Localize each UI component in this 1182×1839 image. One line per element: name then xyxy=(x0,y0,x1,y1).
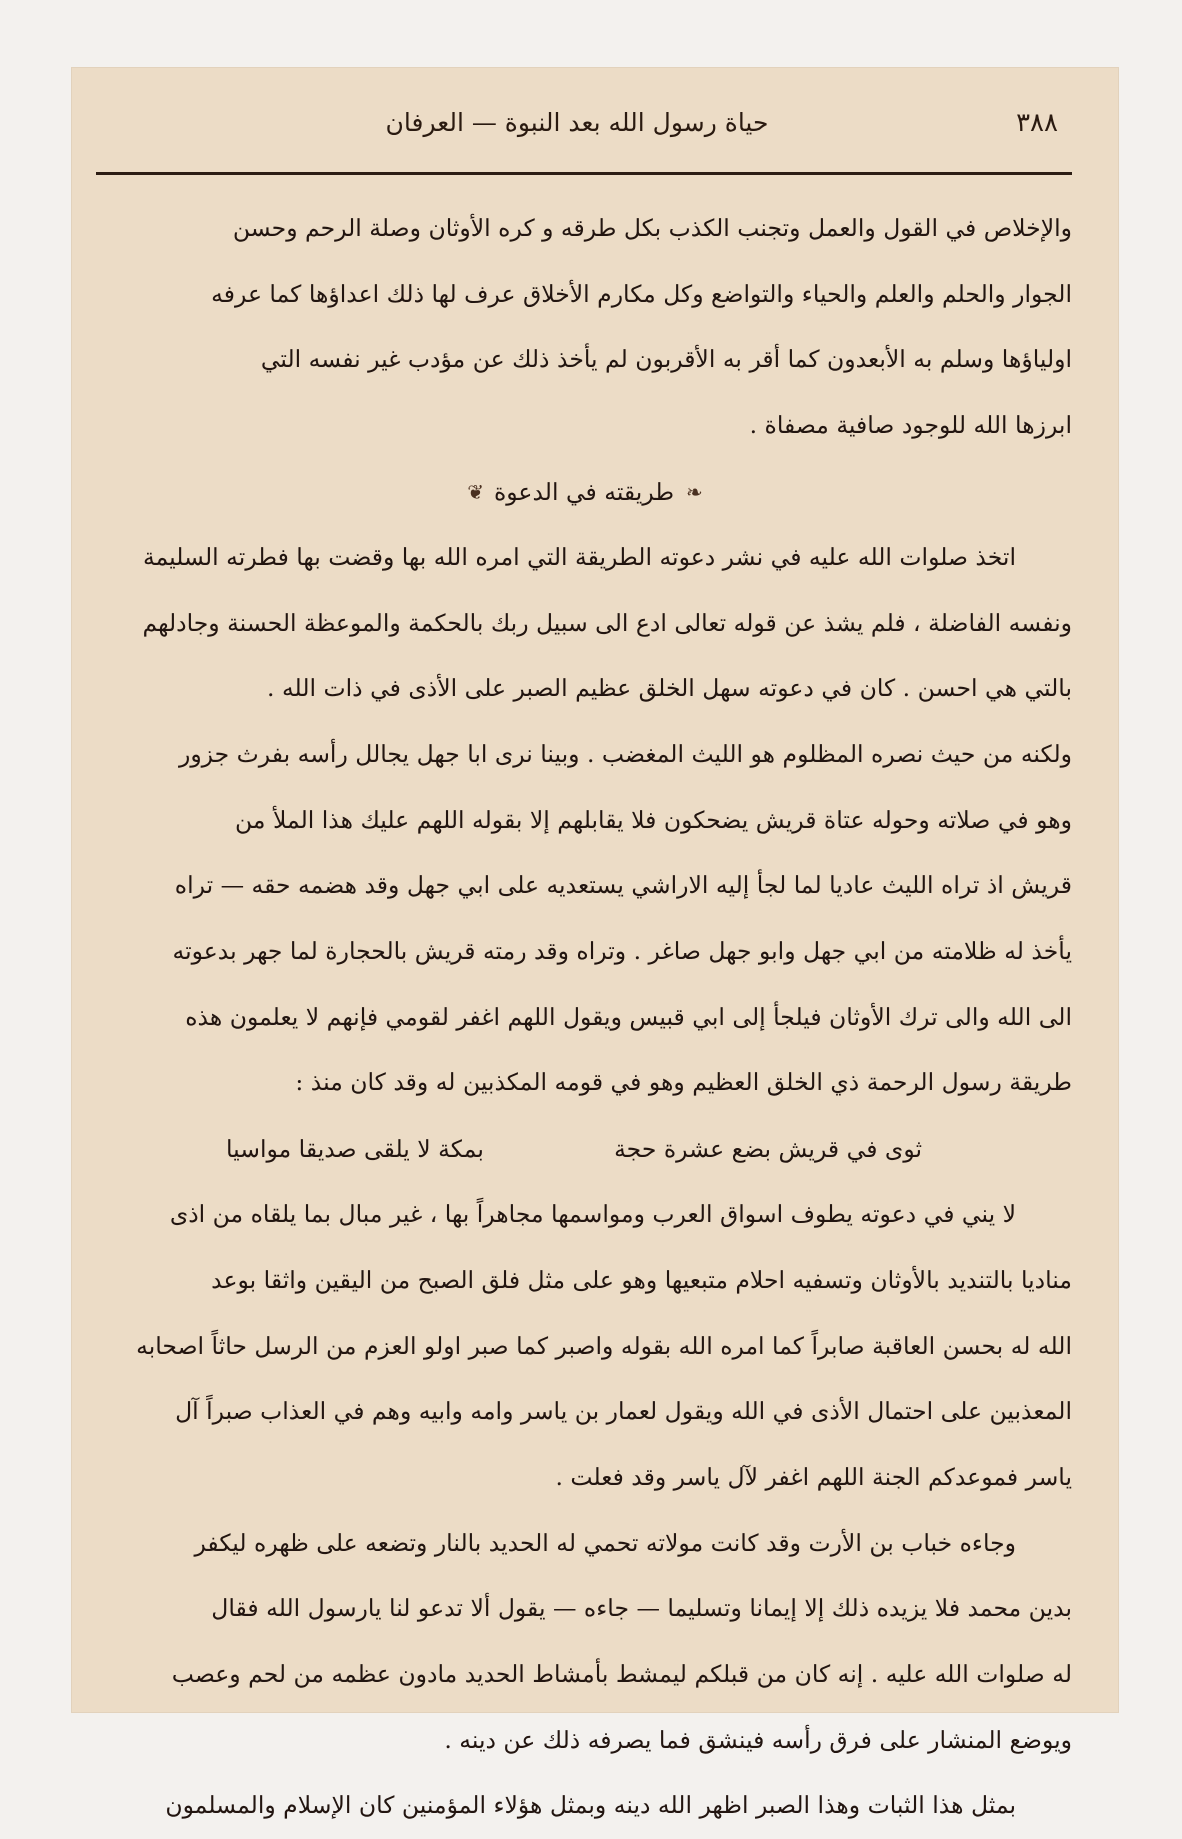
text-line: وجاءه خباب بن الأرت وقد كانت مولاته تحمي له الحديد بالنار وتضعه على ظهره ليكفر xyxy=(194,1528,1016,1557)
poetry-verse xyxy=(96,1116,1072,1182)
text-line: الى الله والى ترك الأوثان فيلجأ إلى ابي قبيس ويقول اللهم اغفر لقومي فإنهم لا يعلمون هذه xyxy=(185,1002,1072,1031)
text-line: الجوار والحلم والعلم والحياء والتواضع وكل مكارم الأخلاق عرف لها ذلك اعداؤها كما عرفه xyxy=(211,279,1072,308)
text-line: والإخلاص في القول والعمل وتجنب الكذب بكل طرقه و كره الأوثان وصلة الرحم وحسن xyxy=(232,214,1072,242)
paragraph-4 xyxy=(96,1511,1072,1774)
page-body xyxy=(96,196,1072,1839)
text-line: ابرزها الله للوجود صافية مصفاة . xyxy=(749,411,1072,440)
header-rule xyxy=(96,172,1072,175)
text-line: طريقة رسول الرحمة ذي الخلق العظيم وهو في قومه المكذبين له وقد كان منذ : xyxy=(295,1068,1072,1097)
text-line: اولياؤها وسلم به الأبعدون كما أقر به الأقربون لم يأخذ ذلك عن مؤدب غير نفسه التي xyxy=(260,345,1072,374)
text-line: الله له بحسن العاقبة صابراً كما امره الله بقوله واصبر كما صبر اولو العزم من الرسل حاثاً اصحابه xyxy=(136,1331,1072,1360)
text-line: وهو في صلاته وحوله عتاة قريش يضحكون فلا يقابلهم إلا بقوله اللهم عليك هذا الملأ من xyxy=(235,805,1072,834)
text-line: بالتي هي احسن . كان في دعوته سهل الخلق عظيم الصبر على الأذى في ذات الله . xyxy=(267,674,1072,703)
running-header xyxy=(96,108,1058,164)
section-heading-text: طريقته في الدعوة xyxy=(493,477,675,506)
section-heading xyxy=(96,459,1072,525)
text-line: مناديا بالتنديد بالأوثان وتسفيه احلام متبعيها وهو على مثل فلق الصبح من اليقين واثقا بوعد xyxy=(211,1265,1072,1294)
verse-first-hemistich: ثوى في قريش بضع عشرة حجة xyxy=(614,1135,922,1164)
text-line: قريش اذ تراه الليث عاديا لما لجأ إليه الاراشي يستعديه على ابي جهل وقد هضمه حقه — تراه xyxy=(174,871,1072,900)
text-line: يأخذ له ظلامته من ابي جهل وابو جهل صاغر . وتراه وقد رمته قريش بالحجارة لما جهر بدعوته xyxy=(172,937,1072,966)
text-line: ياسر فموعدكم الجنة اللهم اغفر لآل ياسر وقد فعلت . xyxy=(555,1462,1072,1491)
text-line: بمثل هذا الثبات وهذا الصبر اظهر الله دينه وبمثل هؤلاء المؤمنين كان الإسلام والمسلمون xyxy=(165,1791,1016,1820)
verse-second-hemistich: بمكة لا يلقى صديقا مواسيا xyxy=(226,1135,484,1164)
ornament-left-icon: ❦ xyxy=(467,479,482,504)
text-line: له صلوات الله عليه . إنه كان من قبلكم ليمشط بأمشاط الحديد مادون عظمه من لحم وعصب xyxy=(171,1660,1072,1689)
book-page xyxy=(72,68,1118,1820)
paragraph-1 xyxy=(96,196,1072,459)
text-line: اتخذ صلوات الله عليه في نشر دعوته الطريقة التي امره الله بها وقضت بها فطرته السليمة xyxy=(143,542,1016,571)
page-number: ٣٨٨ xyxy=(1016,108,1058,138)
text-line: ويوضع المنشار على فرق رأسه فينشق فما يصرفه ذلك عن دينه . xyxy=(444,1725,1072,1754)
running-title: حياة رسول الله بعد النبوة — العرفان xyxy=(385,108,769,137)
paragraph-3 xyxy=(96,1182,1072,1511)
text-line: ونفسه الفاضلة ، فلم يشذ عن قوله تعالى ادع الى سبيل ربك بالحكمة والموعظة الحسنة وجادلهم xyxy=(142,608,1072,637)
paragraph-5 xyxy=(96,1773,1072,1839)
text-line: المعذبين على احتمال الأذى في الله ويقول لعمار بن ياسر وامه وابيه وهم في العذاب صبراً آل xyxy=(175,1397,1072,1426)
text-line: ولكنه من حيث نصره المظلوم هو الليث المغضب . وبينا نرى ابا جهل يجالل رأسه بفرث جزور xyxy=(178,739,1072,768)
text-line: بدين محمد فلا يزيده ذلك إلا إيمانا وتسليما — جاءه — يقول ألا تدعو لنا يارسول الله فقال xyxy=(211,1594,1072,1623)
paragraph-2 xyxy=(96,525,1072,1116)
text-line: لا يني في دعوته يطوف اسواق العرب ومواسمها مجاهراً بها ، غير مبال بما يلقاه من اذى xyxy=(169,1200,1016,1229)
ornament-right-icon: ❧ xyxy=(686,479,701,504)
